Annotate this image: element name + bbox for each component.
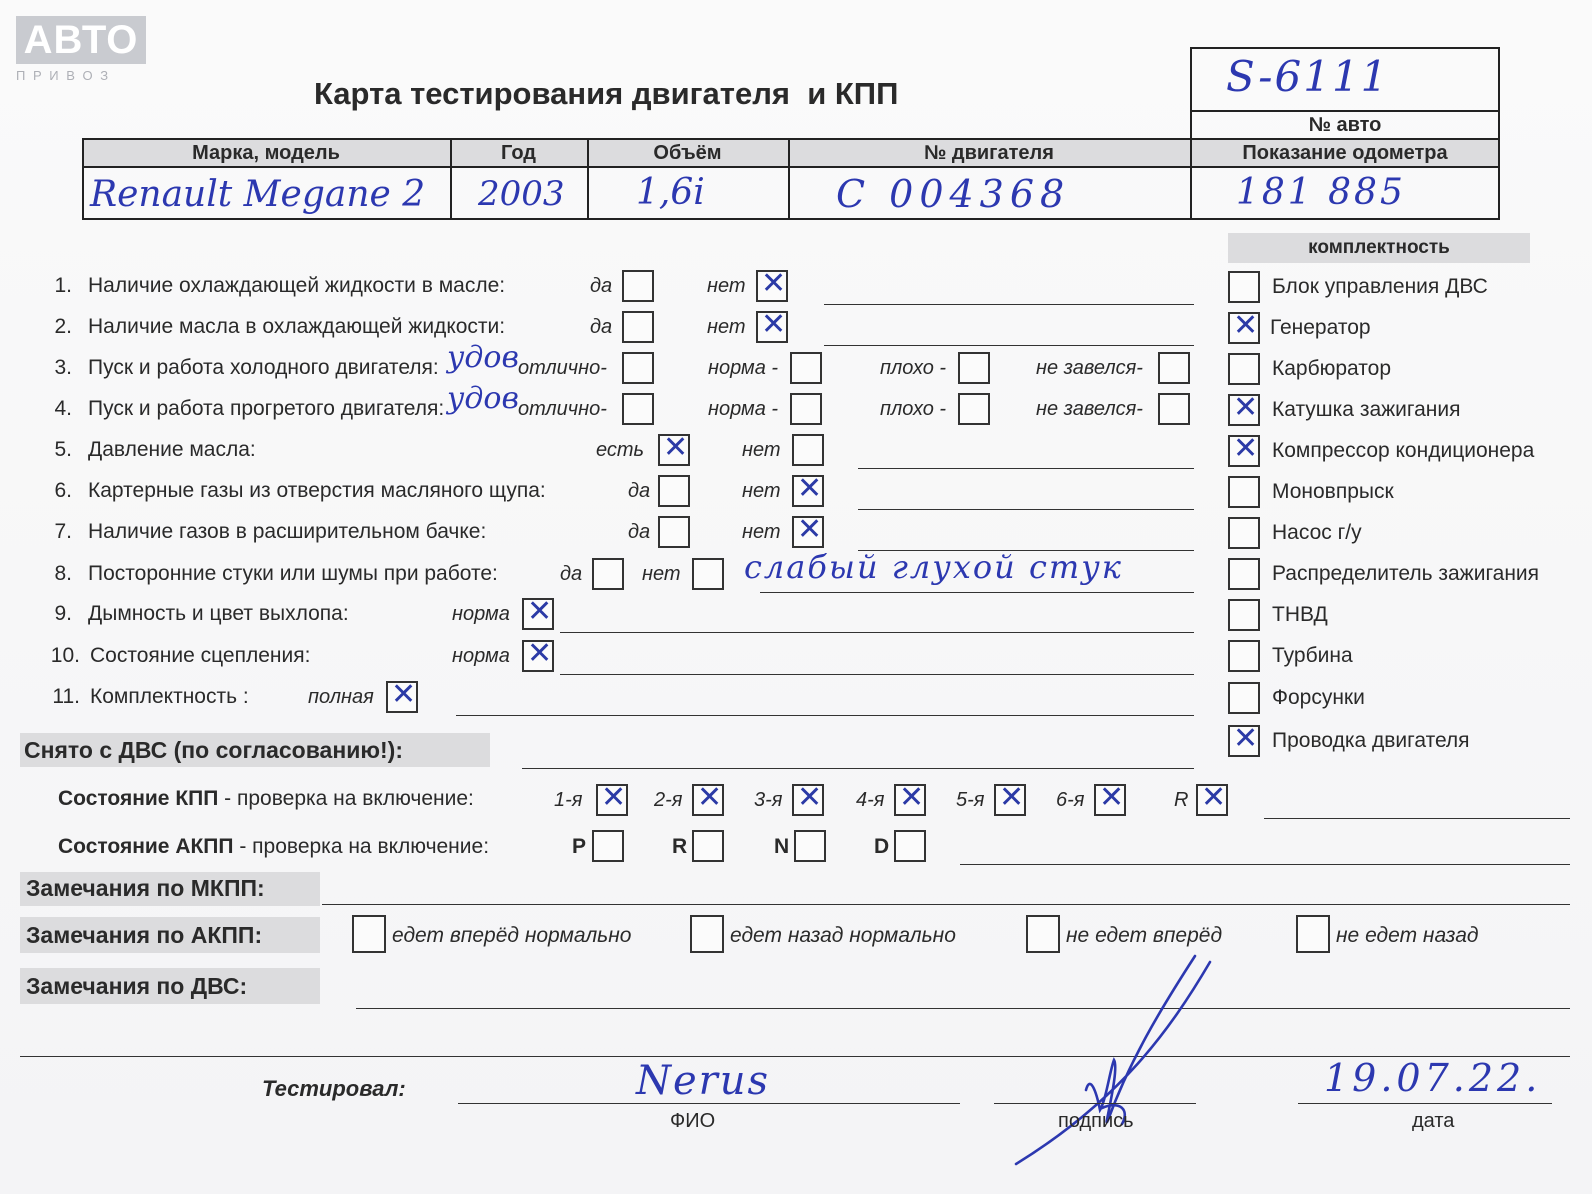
check-row-10-label: Состояние сцепления: [90, 644, 311, 667]
kpp-gear-box-7-check: ✕ [1201, 780, 1227, 815]
check-row-4-opt4-label: не завелся- [1036, 398, 1143, 420]
check-row-2-opt2-label: нет [707, 316, 746, 338]
kpp-gear-label-4: 4-я [856, 789, 885, 811]
page-title: Карта тестирования двигателя и КПП [314, 76, 899, 111]
check-row-5-opt2-box[interactable] [792, 434, 824, 466]
check-row-5-number: 5. [54, 438, 72, 461]
value-odometer: 181 885 [1236, 172, 1406, 213]
check-row-7-opt1-box[interactable] [658, 516, 690, 548]
header-divider [82, 166, 1500, 168]
check-row-9-opt1-box-check: ✕ [527, 594, 553, 629]
check-row-1-opt1-box[interactable] [622, 270, 654, 302]
col-header-engine-number: № двигателя [924, 142, 1054, 164]
logo-main: АВТО [16, 16, 146, 64]
akpp-mode-label-4: D [874, 835, 890, 858]
check-row-3-opt3-box[interactable] [958, 352, 990, 384]
check-row-10-number: 10. [50, 644, 80, 667]
remarks-akpp-label: Замечания по АКПП: [26, 922, 263, 948]
check-row-4-opt4-box[interactable] [1158, 393, 1190, 425]
completeness-box-9[interactable] [1228, 599, 1260, 631]
check-row-3-opt1-box[interactable] [622, 352, 654, 384]
fio-line [458, 1103, 960, 1104]
logo [16, 16, 148, 86]
check-row-2-label: Наличие масла в охлаждающей жидкости: [88, 315, 506, 338]
completeness-box-4-check: ✕ [1233, 390, 1259, 425]
check-row-5-opt1-box-check: ✕ [663, 430, 689, 465]
completeness-box-1[interactable] [1228, 271, 1260, 303]
removed-label: Снято с ДВС (по согласованию!): [24, 737, 403, 763]
check-row-7-opt2-box-check: ✕ [797, 512, 823, 547]
akpp-remark-box-2[interactable] [690, 915, 724, 953]
check-row-8-opt1-box[interactable] [592, 558, 624, 590]
check-row-5-line [858, 468, 1194, 469]
akpp-line [960, 864, 1570, 865]
check-row-11-opt1-box-check: ✕ [391, 677, 417, 712]
completeness-box-10[interactable] [1228, 640, 1260, 672]
check-row-4-opt3-box[interactable] [958, 393, 990, 425]
check-row-8-number: 8. [54, 562, 72, 585]
check-row-10-line [560, 674, 1194, 675]
kpp-gear-label-2: 2-я [654, 789, 683, 811]
completeness-label-11: Форсунки [1272, 686, 1365, 709]
check-row-3-number: 3. [54, 356, 72, 379]
fio-value: Nerus [636, 1058, 771, 1104]
check-row-6-line [858, 509, 1194, 510]
akpp-remark-label-3: не едет вперёд [1066, 924, 1223, 947]
completeness-label-1: Блок управления ДВС [1272, 275, 1488, 298]
check-row-2-line [824, 345, 1194, 346]
check-row-3-note: удов [447, 340, 519, 375]
auto-number-value: S-6111 [1226, 52, 1390, 101]
check-row-8-label: Посторонние стуки или шумы при работе: [88, 562, 498, 585]
check-row-6-number: 6. [54, 479, 72, 502]
check-row-6-label: Картерные газы из отверстия масляного щупа: [88, 479, 546, 502]
logo-sub: П Р И В О З [16, 68, 111, 83]
check-row-1-number: 1. [54, 274, 72, 297]
col-header-odometer: Показание одометра [1242, 142, 1448, 164]
check-row-3-opt1-label: отлично- [518, 357, 607, 379]
check-row-10-opt1-label: норма [452, 645, 510, 667]
check-row-1-opt2-label: нет [707, 275, 746, 297]
check-row-4-opt1-label: отлично- [518, 398, 607, 420]
completeness-label-6: Моновпрыск [1272, 480, 1394, 503]
check-row-7-label: Наличие газов в расширительном бачке: [88, 520, 487, 543]
completeness-label-3: Карбюратор [1272, 357, 1392, 380]
completeness-label-4: Катушка зажигания [1272, 398, 1461, 421]
check-row-5-label: Давление масла: [88, 438, 256, 461]
kpp-gear-box-1-check: ✕ [601, 780, 627, 815]
check-row-8-note: слабый глухой стук [744, 548, 1123, 586]
check-row-3-opt2-box[interactable] [790, 352, 822, 384]
check-row-5-opt1-label: есть [596, 439, 645, 461]
check-row-1-label: Наличие охлаждающей жидкости в масле: [88, 274, 506, 297]
kpp-gear-box-6-check: ✕ [1099, 780, 1125, 815]
completeness-box-3[interactable] [1228, 353, 1260, 385]
completeness-box-11[interactable] [1228, 682, 1260, 714]
akpp-mode-box-4[interactable] [894, 830, 926, 862]
kpp-gear-box-3-check: ✕ [797, 780, 823, 815]
akpp-remark-label-2: едет назад нормально [730, 924, 956, 947]
sign-line [994, 1103, 1196, 1104]
kpp-gear-box-5-check: ✕ [999, 780, 1025, 815]
akpp-remark-box-3[interactable] [1026, 915, 1060, 953]
check-row-1-line [824, 304, 1194, 305]
check-row-2-opt1-label: да [590, 316, 613, 338]
value-engine-number: C 004368 [836, 172, 1071, 216]
completeness-box-5-check: ✕ [1233, 431, 1259, 466]
tested-label: Тестировал: [262, 1076, 406, 1101]
check-row-4-note: удов [447, 381, 519, 416]
check-row-8-line [760, 592, 1194, 593]
akpp-mode-box-3[interactable] [794, 830, 826, 862]
check-row-4-label: Пуск и работа прогретого двигателя: [88, 397, 445, 420]
check-row-1-opt2-box-check: ✕ [761, 266, 787, 301]
value-year: 2003 [478, 174, 565, 214]
col-header-volume: Объём [653, 142, 722, 164]
completeness-box-12-check: ✕ [1233, 721, 1259, 756]
akpp-remark-box-4[interactable] [1296, 915, 1330, 953]
completeness-label-7: Насос г/у [1272, 521, 1362, 544]
remarks-dvs-line [356, 1008, 1570, 1009]
kpp-gear-label-1: 1-я [554, 789, 583, 811]
check-row-4-number: 4. [54, 397, 72, 420]
remarks-mkpp-line [322, 904, 1570, 905]
completeness-label-8: Распределитель зажигания [1272, 562, 1540, 585]
check-row-4-opt2-box[interactable] [790, 393, 822, 425]
value-volume: 1,6і [636, 172, 705, 213]
check-row-6-opt1-label: да [628, 480, 651, 502]
kpp-gear-label-5: 5-я [956, 789, 985, 811]
fio-label: ФИО [670, 1110, 716, 1132]
date-line [1298, 1103, 1552, 1104]
col-header-make-model: Марка, модель [192, 142, 340, 164]
check-row-8-opt1-label: да [560, 563, 583, 585]
check-row-3-opt3-label: плохо - [880, 357, 947, 379]
completeness-box-2-check: ✕ [1233, 308, 1259, 343]
date-value: 19.07.22. [1324, 1056, 1542, 1100]
check-row-11-opt1-label: полная [308, 686, 374, 708]
check-row-3-opt4-label: не завелся- [1036, 357, 1143, 379]
signature [1010, 950, 1240, 1170]
kpp-gear-label-7: R [1174, 789, 1189, 811]
check-row-3-opt2-label: норма - [708, 357, 779, 379]
check-row-2-opt2-box-check: ✕ [761, 307, 787, 342]
check-row-9-label: Дымность и цвет выхлопа: [88, 602, 349, 625]
remarks-mkpp-label: Замечания по МКПП: [26, 875, 265, 901]
check-row-4-opt2-label: норма - [708, 398, 779, 420]
check-row-7-opt1-label: да [628, 521, 651, 543]
check-row-8-opt2-box[interactable] [692, 558, 724, 590]
check-row-11-number: 11. [52, 685, 80, 708]
check-row-9-opt1-label: норма [452, 603, 510, 625]
completeness-label-9: ТНВД [1272, 603, 1328, 626]
check-row-7-number: 7. [54, 520, 72, 543]
check-row-6-opt1-box[interactable] [658, 475, 690, 507]
completeness-label-2: Генератор [1270, 316, 1371, 339]
check-row-4-opt3-label: плохо - [880, 398, 947, 420]
check-row-11-label: Комплектность : [90, 685, 249, 708]
check-row-5-opt2-label: нет [742, 439, 781, 461]
date-label: дата [1412, 1110, 1455, 1132]
akpp-mode-label-1: P [572, 835, 587, 858]
remarks-dvs-label: Замечания по ДВС: [26, 973, 248, 999]
akpp-mode-box-1[interactable] [592, 830, 624, 862]
kpp-gear-box-4-check: ✕ [899, 780, 925, 815]
check-row-9-line [560, 632, 1194, 633]
akpp-mode-label-2: R [672, 835, 688, 858]
completeness-label-10: Турбина [1272, 644, 1353, 667]
check-row-6-opt2-box-check: ✕ [797, 471, 823, 506]
check-row-3-label: Пуск и работа холодного двигателя: [88, 356, 439, 379]
akpp-remark-box-1[interactable] [352, 915, 386, 953]
check-row-8-opt2-label: нет [642, 563, 681, 585]
check-row-2-opt1-box[interactable] [622, 311, 654, 343]
sign-label: подпись [1058, 1110, 1134, 1132]
completeness-title: комплектность [1308, 237, 1450, 258]
col-header-year: Год [501, 142, 536, 164]
value-make-model: Renault Megane 2 [90, 174, 426, 215]
kpp-line [1264, 818, 1570, 819]
check-row-7-opt2-label: нет [742, 521, 781, 543]
akpp-label: Состояние АКПП - проверка на включение: [58, 835, 490, 858]
check-row-4-opt1-box[interactable] [622, 393, 654, 425]
check-row-11-line [456, 715, 1194, 716]
completeness-label-5: Компрессор кондиционера [1272, 439, 1535, 462]
akpp-mode-box-2[interactable] [692, 830, 724, 862]
kpp-gear-label-3: 3-я [754, 789, 783, 811]
check-row-10-opt1-box-check: ✕ [527, 636, 553, 671]
akpp-remark-label-4: не едет назад [1336, 924, 1479, 947]
check-row-6-opt2-label: нет [742, 480, 781, 502]
kpp-gear-label-6: 6-я [1056, 789, 1085, 811]
completeness-box-6[interactable] [1228, 476, 1260, 508]
check-row-2-number: 2. [54, 315, 72, 338]
check-row-1-opt1-label: да [590, 275, 613, 297]
removed-line [522, 768, 1194, 769]
check-row-3-opt4-box[interactable] [1158, 352, 1190, 384]
completeness-box-7[interactable] [1228, 517, 1260, 549]
kpp-label: Состояние КПП - проверка на включение: [58, 787, 474, 810]
auto-number-label: № авто [1308, 114, 1382, 136]
kpp-gear-box-2-check: ✕ [697, 780, 723, 815]
completeness-box-8[interactable] [1228, 558, 1260, 590]
completeness-label-12: Проводка двигателя [1272, 729, 1470, 752]
akpp-remark-label-1: едет вперёд нормально [392, 924, 632, 947]
check-row-9-number: 9. [54, 602, 72, 625]
akpp-mode-label-3: N [774, 835, 790, 858]
